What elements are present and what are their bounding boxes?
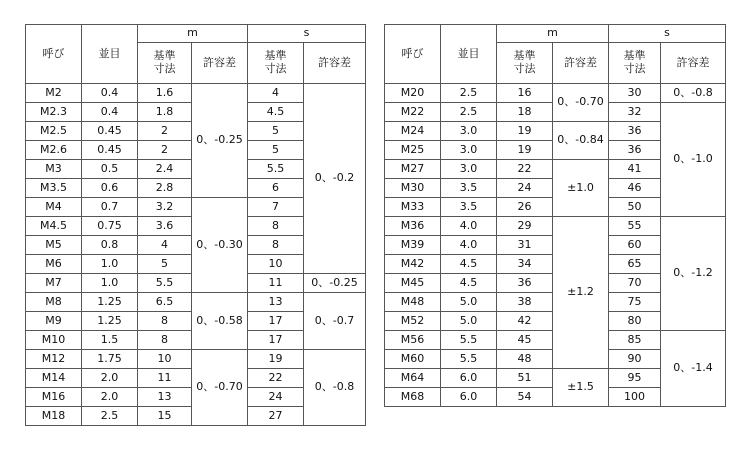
m-basic-cell: 36 — [497, 274, 553, 293]
pitch-cell: 0.6 — [82, 179, 138, 198]
pitch-cell: 2.0 — [82, 369, 138, 388]
s-basic-cell: 5 — [248, 141, 304, 160]
nominal-size-cell: M20 — [385, 84, 441, 103]
nominal-size-cell: M10 — [26, 331, 82, 350]
pitch-cell: 2.0 — [82, 388, 138, 407]
nominal-size-cell: M9 — [26, 312, 82, 331]
pitch-cell: 5.5 — [441, 350, 497, 369]
s-basic-cell: 4.5 — [248, 103, 304, 122]
s-basic-cell: 8 — [248, 217, 304, 236]
pitch-cell: 5.5 — [441, 331, 497, 350]
s-tolerance-cell: 0、-1.4 — [661, 331, 726, 407]
m-tolerance-cell: ±1.0 — [553, 160, 609, 217]
m-basic-cell: 38 — [497, 293, 553, 312]
s-tolerance-cell: 0、-0.2 — [304, 84, 366, 274]
nominal-size-cell: M2.3 — [26, 103, 82, 122]
header-m-basic: 基準 寸法 — [497, 43, 553, 84]
m-tolerance-cell: 0、-0.58 — [192, 293, 248, 350]
nominal-size-cell: M30 — [385, 179, 441, 198]
header-s: s — [609, 25, 726, 43]
nominal-size-cell: M45 — [385, 274, 441, 293]
nominal-size-cell: M42 — [385, 255, 441, 274]
s-tolerance-cell: 0、-0.8 — [304, 350, 366, 426]
m-basic-cell: 4 — [138, 236, 192, 255]
pitch-cell: 3.0 — [441, 141, 497, 160]
table-row — [385, 84, 726, 103]
m-tolerance-cell: 0、-0.25 — [192, 84, 248, 198]
s-basic-cell: 13 — [248, 293, 304, 312]
header-call: 呼び — [385, 25, 441, 84]
s-basic-cell: 7 — [248, 198, 304, 217]
pitch-cell: 0.4 — [82, 103, 138, 122]
s-basic-cell: 11 — [248, 274, 304, 293]
nominal-size-cell: M60 — [385, 350, 441, 369]
m-tolerance-cell: 0、-0.30 — [192, 198, 248, 293]
s-basic-cell: 27 — [248, 407, 304, 426]
nominal-size-cell: M52 — [385, 312, 441, 331]
s-basic-cell: 22 — [248, 369, 304, 388]
m-basic-cell: 5.5 — [138, 274, 192, 293]
nominal-size-cell: M48 — [385, 293, 441, 312]
pitch-cell: 5.0 — [441, 312, 497, 331]
s-basic-cell: 75 — [609, 293, 661, 312]
s-basic-cell: 55 — [609, 217, 661, 236]
nominal-size-cell: M36 — [385, 217, 441, 236]
pitch-cell: 1.25 — [82, 293, 138, 312]
s-basic-cell: 95 — [609, 369, 661, 388]
pitch-cell: 2.5 — [441, 84, 497, 103]
table-row — [26, 84, 366, 103]
header-s-tolerance: 許容差 — [661, 43, 726, 84]
m-basic-cell: 54 — [497, 388, 553, 407]
m-basic-cell: 8 — [138, 312, 192, 331]
nominal-size-cell: M22 — [385, 103, 441, 122]
nominal-size-cell: M3 — [26, 160, 82, 179]
s-basic-cell: 30 — [609, 84, 661, 103]
spec-table-right — [384, 24, 726, 407]
header-s-tolerance: 許容差 — [304, 43, 366, 84]
nominal-size-cell: M3.5 — [26, 179, 82, 198]
s-tolerance-cell: 0、-0.25 — [304, 274, 366, 293]
s-basic-cell: 85 — [609, 331, 661, 350]
s-tolerance-cell: 0、-1.2 — [661, 217, 726, 331]
s-basic-cell: 41 — [609, 160, 661, 179]
nominal-size-cell: M39 — [385, 236, 441, 255]
m-basic-cell: 19 — [497, 122, 553, 141]
m-basic-cell: 15 — [138, 407, 192, 426]
nominal-size-cell: M24 — [385, 122, 441, 141]
pitch-cell: 1.0 — [82, 255, 138, 274]
s-basic-cell: 19 — [248, 350, 304, 369]
nominal-size-cell: M56 — [385, 331, 441, 350]
m-basic-cell: 2 — [138, 122, 192, 141]
pitch-cell: 4.5 — [441, 274, 497, 293]
pitch-cell: 1.25 — [82, 312, 138, 331]
m-basic-cell: 16 — [497, 84, 553, 103]
pitch-cell: 0.75 — [82, 217, 138, 236]
pitch-cell: 0.45 — [82, 122, 138, 141]
nominal-size-cell: M4.5 — [26, 217, 82, 236]
s-tolerance-cell: 0、-1.0 — [661, 103, 726, 217]
m-basic-cell: 2.4 — [138, 160, 192, 179]
header-call: 呼び — [26, 25, 82, 84]
nominal-size-cell: M25 — [385, 141, 441, 160]
m-basic-cell: 26 — [497, 198, 553, 217]
nominal-size-cell: M64 — [385, 369, 441, 388]
table-row — [26, 293, 366, 312]
m-tolerance-cell: 0、-0.84 — [553, 122, 609, 160]
pitch-cell: 5.0 — [441, 293, 497, 312]
nominal-size-cell: M12 — [26, 350, 82, 369]
pitch-cell: 0.5 — [82, 160, 138, 179]
pitch-cell: 0.4 — [82, 84, 138, 103]
s-tolerance-cell: 0、-0.8 — [661, 84, 726, 103]
nominal-size-cell: M8 — [26, 293, 82, 312]
nominal-size-cell: M2.6 — [26, 141, 82, 160]
s-basic-cell: 24 — [248, 388, 304, 407]
s-basic-cell: 5 — [248, 122, 304, 141]
pitch-cell: 0.45 — [82, 141, 138, 160]
pitch-cell: 2.5 — [441, 103, 497, 122]
s-basic-cell: 46 — [609, 179, 661, 198]
m-basic-cell: 3.2 — [138, 198, 192, 217]
nominal-size-cell: M6 — [26, 255, 82, 274]
s-tolerance-cell: 0、-0.7 — [304, 293, 366, 350]
pitch-cell: 3.5 — [441, 198, 497, 217]
nominal-size-cell: M2.5 — [26, 122, 82, 141]
header-s-basic: 基準 寸法 — [609, 43, 661, 84]
nominal-size-cell: M18 — [26, 407, 82, 426]
header-pitch: 並目 — [82, 25, 138, 84]
m-basic-cell: 6.5 — [138, 293, 192, 312]
header-m-basic: 基準 寸法 — [138, 43, 192, 84]
s-basic-cell: 90 — [609, 350, 661, 369]
m-tolerance-cell: 0、-0.70 — [192, 350, 248, 426]
nominal-size-cell: M68 — [385, 388, 441, 407]
m-basic-cell: 34 — [497, 255, 553, 274]
s-basic-cell: 80 — [609, 312, 661, 331]
m-basic-cell: 48 — [497, 350, 553, 369]
m-basic-cell: 18 — [497, 103, 553, 122]
s-basic-cell: 65 — [609, 255, 661, 274]
nominal-size-cell: M16 — [26, 388, 82, 407]
header-m-tolerance: 許容差 — [553, 43, 609, 84]
pitch-cell: 1.0 — [82, 274, 138, 293]
header-m: m — [138, 25, 248, 43]
m-basic-cell: 1.6 — [138, 84, 192, 103]
pitch-cell: 0.7 — [82, 198, 138, 217]
m-basic-cell: 29 — [497, 217, 553, 236]
m-tolerance-cell: 0、-0.70 — [553, 84, 609, 122]
m-basic-cell: 11 — [138, 369, 192, 388]
s-basic-cell: 36 — [609, 122, 661, 141]
table-body-right — [385, 84, 726, 407]
nominal-size-cell: M14 — [26, 369, 82, 388]
pitch-cell: 6.0 — [441, 388, 497, 407]
pitch-cell: 3.0 — [441, 160, 497, 179]
pitch-cell: 4.5 — [441, 255, 497, 274]
m-basic-cell: 51 — [497, 369, 553, 388]
m-basic-cell: 8 — [138, 331, 192, 350]
nominal-size-cell: M2 — [26, 84, 82, 103]
m-basic-cell: 1.8 — [138, 103, 192, 122]
header-pitch: 並目 — [441, 25, 497, 84]
table-row — [26, 350, 366, 369]
m-basic-cell: 3.6 — [138, 217, 192, 236]
nominal-size-cell: M7 — [26, 274, 82, 293]
m-basic-cell: 13 — [138, 388, 192, 407]
header-m-tolerance: 許容差 — [192, 43, 248, 84]
s-basic-cell: 6 — [248, 179, 304, 198]
m-basic-cell: 24 — [497, 179, 553, 198]
table-row — [385, 217, 726, 236]
pitch-cell: 1.5 — [82, 331, 138, 350]
table-body-left — [26, 84, 366, 426]
m-basic-cell: 42 — [497, 312, 553, 331]
m-basic-cell: 45 — [497, 331, 553, 350]
m-basic-cell: 10 — [138, 350, 192, 369]
pitch-cell: 1.75 — [82, 350, 138, 369]
header-s-basic: 基準 寸法 — [248, 43, 304, 84]
s-basic-cell: 50 — [609, 198, 661, 217]
m-basic-cell: 19 — [497, 141, 553, 160]
nominal-size-cell: M4 — [26, 198, 82, 217]
pitch-cell: 3.5 — [441, 179, 497, 198]
m-basic-cell: 5 — [138, 255, 192, 274]
m-basic-cell: 22 — [497, 160, 553, 179]
s-basic-cell: 17 — [248, 331, 304, 350]
s-basic-cell: 36 — [609, 141, 661, 160]
s-basic-cell: 70 — [609, 274, 661, 293]
pitch-cell: 4.0 — [441, 236, 497, 255]
nominal-size-cell: M27 — [385, 160, 441, 179]
m-tolerance-cell: ±1.5 — [553, 369, 609, 407]
spec-table-left — [25, 24, 366, 426]
header-s: s — [248, 25, 366, 43]
m-basic-cell: 2 — [138, 141, 192, 160]
pitch-cell: 0.8 — [82, 236, 138, 255]
s-basic-cell: 4 — [248, 84, 304, 103]
pitch-cell: 2.5 — [82, 407, 138, 426]
m-basic-cell: 2.8 — [138, 179, 192, 198]
m-tolerance-cell: ±1.2 — [553, 217, 609, 369]
s-basic-cell: 100 — [609, 388, 661, 407]
nominal-size-cell: M33 — [385, 198, 441, 217]
s-basic-cell: 5.5 — [248, 160, 304, 179]
header-m: m — [497, 25, 609, 43]
pitch-cell: 6.0 — [441, 369, 497, 388]
pitch-cell: 4.0 — [441, 217, 497, 236]
s-basic-cell: 17 — [248, 312, 304, 331]
s-basic-cell: 32 — [609, 103, 661, 122]
s-basic-cell: 8 — [248, 236, 304, 255]
m-basic-cell: 31 — [497, 236, 553, 255]
nominal-size-cell: M5 — [26, 236, 82, 255]
pitch-cell: 3.0 — [441, 122, 497, 141]
s-basic-cell: 60 — [609, 236, 661, 255]
s-basic-cell: 10 — [248, 255, 304, 274]
